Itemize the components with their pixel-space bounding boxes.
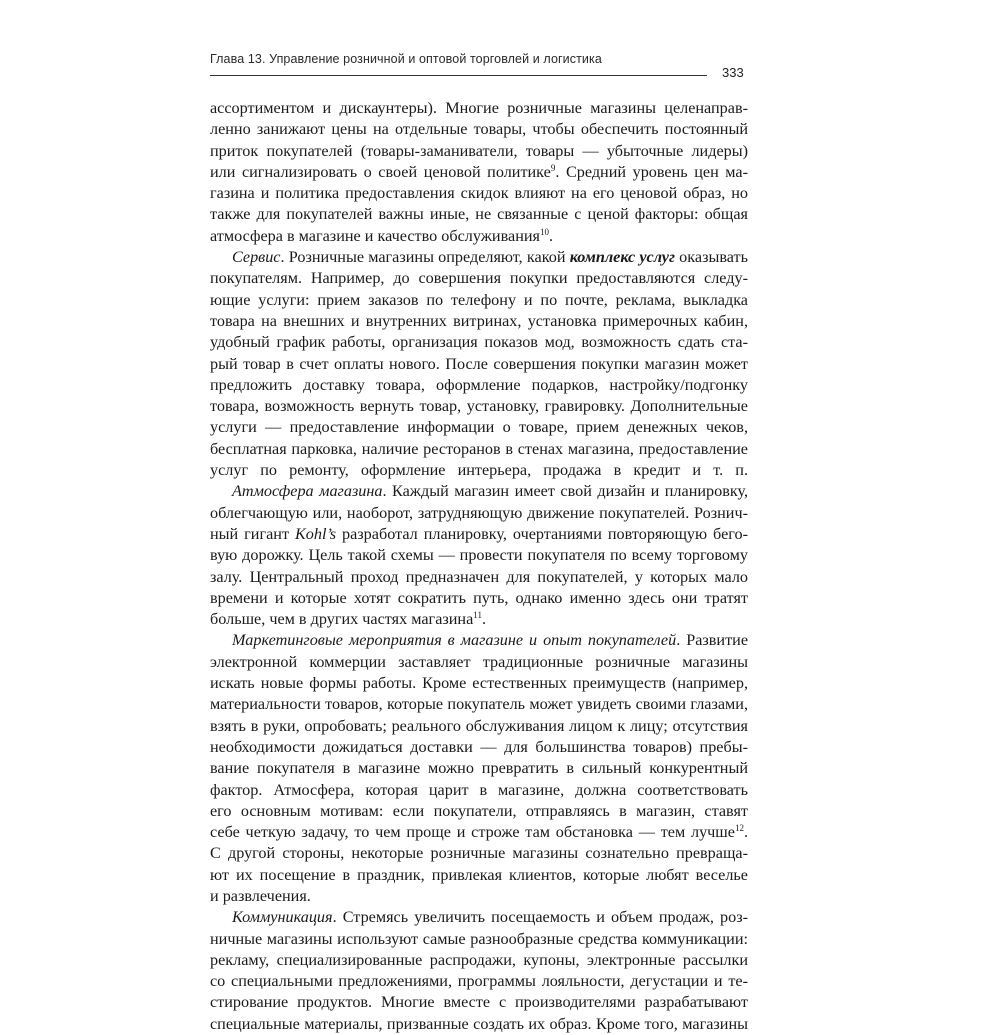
text-line: ный гигант Kohl’s разработал планировку, очертаниями повторяющую бего- (210, 524, 748, 543)
text-line: электронной коммерции заставляет традиционные розничные магазины (210, 652, 748, 671)
text-line: специальные материалы, призванные создать их образ. Кроме того, магазины (210, 1014, 748, 1033)
text-line: его основным мотивам: если покупатели, отправляясь в магазин, ставят (210, 801, 748, 820)
text-line: залу. Центральный проход предназначен для покупателей, у которых мало (210, 567, 748, 586)
emphasis-italic: Сервис (232, 248, 281, 267)
text-line: необходимости дожидаться доставки — для большинства товаров) пребы- (210, 737, 748, 756)
text-line: услуг по ремонту, оформление интерьера, продажа в кредит и т. п. (210, 461, 748, 480)
footnote-ref: 11 (473, 610, 482, 621)
emphasis-italic: Коммуникация (232, 908, 333, 927)
header-rule (210, 75, 707, 76)
running-head: Глава 13. Управление розничной и оптовой торговлей и логистика (210, 52, 602, 66)
emphasis-bold-italic: комплекс услуг (569, 248, 675, 267)
text-line: предложить доставку товара, оформление подарков, настройку/подгонку (210, 375, 748, 394)
text-line: приток покупателей (товары-заманиватели, товары — убыточные лидеры) (210, 141, 748, 160)
text-line: со специальными предложениями, программы лояльности, дегустации и те- (210, 972, 748, 991)
text-line: рый товар в счет оплаты нового. После совершения покупки магазин может (210, 354, 748, 373)
text-line: вание покупателя в магазине можно превратить в сильный конкурентный (210, 759, 748, 778)
text-line: облегчающую или, наоборот, затрудняющую движение покупателей. Рознич- (210, 503, 748, 522)
emphasis-italic: Kohl’s (294, 524, 337, 543)
text-line: вую дорожку. Цель такой схемы — провести покупателя по всему торговому (210, 546, 748, 565)
text-line: С другой стороны, некоторые розничные магазины сознательно превраща- (210, 844, 748, 863)
text-line: стирование продуктов. Многие вместе с производителями разрабатывают (210, 993, 748, 1012)
text-line: рекламу, специализированные распродажи, купоны, электронные рассылки (210, 950, 748, 969)
text-line: ют их посещение в праздник, привлекая клиентов, которые любят веселье (210, 865, 748, 884)
text-line: ассортиментом и дискаунтеры). Многие розничные магазины целенаправ- (210, 99, 748, 117)
text-line: фактор. Атмосфера, которая царит в магазине, должна соответствовать (210, 780, 748, 799)
text-line: ленно занижают цены на отдельные товары, чтобы обеспечить постоянный (210, 120, 748, 139)
text-line: товара на внешних и внутренних витринах, установка примерочных кабин, (210, 311, 748, 330)
footnote-ref: 12 (734, 823, 744, 834)
text-line: ющие услуги: прием заказов по телефону и по почте, реклама, выкладка (210, 290, 748, 309)
text-line: времени и которые хотят сократить путь, однако именно здесь они тратят (210, 588, 748, 607)
text-line: материальности товаров, которые покупатель может увидеть своими глазами, (210, 695, 748, 714)
text-line: или сигнализировать о своей ценовой политике$^9$. Средний уровень цен ма- (210, 162, 748, 181)
body-text (210, 98, 748, 1035)
text-line: газина и политика предоставления скидок влияют на его ценовой образ, но (210, 184, 748, 203)
text-line: себе четкую задачу, то чем проще и строже там обстановка — тем лучше$^{12}$. (210, 823, 748, 842)
text-line: бесплатная парковка, наличие ресторанов в стенах магазина, предоставление (210, 439, 748, 458)
text-line: товара, возможность вернуть товар, установку, гравировку. Дополнительные (210, 397, 748, 416)
text-line: покупателям. Например, до совершения покупки предоставляются следу- (210, 269, 748, 288)
text-line: и развлечения. (210, 886, 311, 905)
text-line: Коммуникация. Стремясь увеличить посещаемость и объем продаж, роз- (232, 908, 748, 927)
text-line: Сервис. Розничные магазины определяют, какой комплекс услуг оказывать (232, 248, 748, 267)
text-line: также для покупателей важны иные, не связанные с ценой факторы: общая (210, 205, 748, 224)
emphasis-italic: Маркетинговые мероприятия в магазине и опыт покупателей (232, 631, 677, 650)
page-number: 333 (722, 65, 744, 80)
emphasis-italic: Атмосфера магазина (232, 482, 383, 501)
footnote-ref: 10 (539, 226, 549, 237)
text-line: ничные магазины используют самые разнообразные средства коммуникации: (210, 929, 748, 948)
text-line: искать новые формы работы. Кроме естественных преимуществ (например, (210, 674, 748, 693)
text-line: взять в руки, опробовать; реального обслуживания лицом к лицу; отсутствия (210, 716, 748, 735)
text-line: больше, чем в других частях магазина$^{11}$. (210, 610, 487, 629)
text-line: услуги — предоставление информации о товаре, прием денежных чеков, (210, 418, 748, 437)
text-line: Атмосфера магазина. Каждый магазин имеет свой дизайн и планировку, (232, 482, 748, 501)
text-line: атмосфера в магазине и качество обслуживания$^{10}$. (210, 226, 554, 245)
text-line: Маркетинговые мероприятия в магазине и опыт покупателей. Развитие (232, 631, 748, 650)
footnote-ref: 9 (550, 162, 556, 173)
text-line: удобный график работы, организация показов мод, возможность сдать ста- (210, 333, 748, 352)
